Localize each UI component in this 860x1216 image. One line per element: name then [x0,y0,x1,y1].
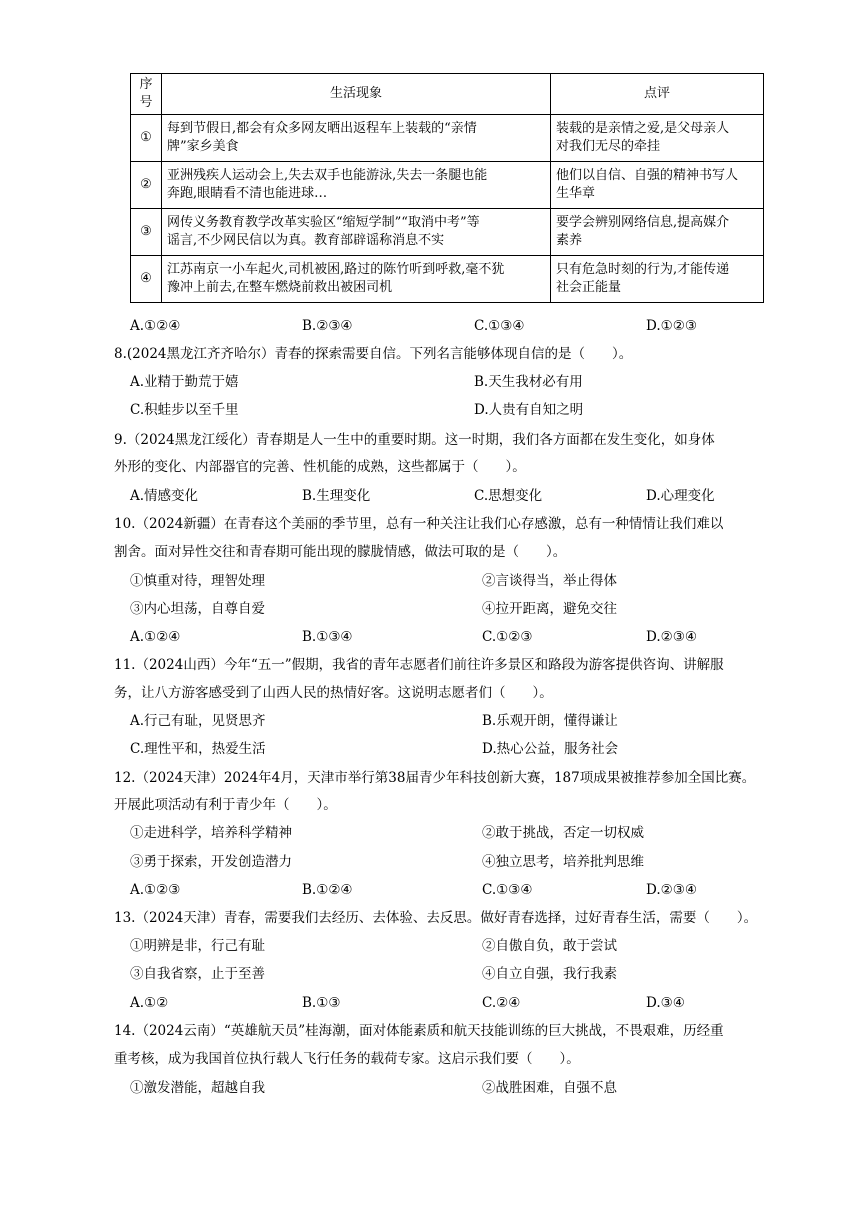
text-line: 要学会辨别网络信息,提高媒介 [556,215,730,230]
text-line: 江苏南京一小车起火,司机被困,路过的陈竹听到呼救,毫不犹 [167,262,505,277]
q13-statement-3: ③自我省察，止于至善 [130,966,265,982]
q13-stem: 13.（2024天津）青春，需要我们去经历、去体验、去反思。做好青春选择，过好青春生活，需要（ ）。 [114,910,758,926]
text-line: 奔跑,眼睛看不清也能进球… [167,186,328,201]
q12-stem-line1: 12.（2024天津）2024年4月，天津市举行第38届青少年科技创新大赛，187项成果被推荐参加全国比赛。 [114,770,756,786]
q10-stem-line1: 10.（2024新疆）在青春这个美丽的季节里，总有一种关注让我们心存感激，总有一种情情让我们难以 [114,516,724,532]
q10-option-a: A.①②④ [130,629,181,645]
row-comment [551,162,764,209]
q13-option-a: A.①② [130,995,169,1011]
text-line: 只有危急时刻的行为,才能传递 [556,262,730,277]
q11-option-c: C.理性平和，热爱生活 [130,741,266,757]
table-row [131,209,764,256]
q8-option-b: B.天生我材必有用 [474,374,583,390]
q10-stem-line2: 割舍。面对异性交往和青春期可能出现的朦胧情感，做法可取的是（ ）。 [114,544,567,560]
q14-statement-1: ①激发潜能，超越自我 [130,1080,265,1096]
text-line: 社会正能量 [556,280,622,295]
q10-statement-3: ③内心坦荡，自尊自爱 [130,601,265,617]
q11-option-b: B.乐观开朗，懂得谦让 [482,713,618,729]
q10-option-d: D.②③④ [646,629,697,645]
col-header-comment: 点评 [551,74,764,115]
q12-statement-2: ②敢于挑战，否定一切权威 [482,825,644,841]
q11-stem-line1: 11.（2024山西）今年“五一”假期，我省的青年志愿者们前往许多景区和路段为游客提供咨询、讲解服 [114,657,724,673]
q9-option-d: D.心理变化 [646,488,715,504]
text-line: 装载的是亲情之爱,是父母亲人 [556,121,730,136]
table-header-row [131,74,764,115]
q10-statement-4: ④拉开距离，避免交往 [482,601,617,617]
q11-option-a: A.行己有耻，见贤思齐 [130,713,266,729]
row-comment [551,115,764,162]
row-num: ③ [131,209,162,256]
q14-statement-2: ②战胜困难，自强不息 [482,1080,617,1096]
text-line: 网传义务教育教学改革实验区“缩短学制”“取消中考”等 [167,215,480,230]
text-line: 对我们无尽的牵挂 [556,139,661,154]
q13-statement-4: ④自立自强，我行我素 [482,966,617,982]
q8-option-d: D.人贵有自知之明 [474,402,584,418]
q12-option-b: B.①②④ [302,882,353,898]
q12-option-a: A.①②③ [130,882,181,898]
text-line: 素养 [556,233,583,248]
text-line: 每到节假日,都会有众多网友晒出返程车上装载的“亲情 [167,121,477,136]
q12-statement-1: ①走进科学，培养科学精神 [130,825,292,841]
text-line: 豫冲上前去,在整车燃烧前救出被困司机 [167,280,393,295]
q10-statement-2: ②言谈得当，举止得体 [482,573,617,589]
q7-option-c: C.①③④ [474,318,525,334]
q9-option-c: C.思想变化 [474,488,543,504]
q11-option-d: D.热心公益，服务社会 [482,741,619,757]
q10-statement-1: ①慎重对待，理智处理 [130,573,265,589]
q14-stem-line1: 14.（2024云南）“英雄航天员”桂海潮，面对体能素质和航天技能训练的巨大挑战，不畏艰难，历经重 [114,1023,724,1039]
q13-option-d: D.③④ [646,995,685,1011]
q13-statement-2: ②自傲自负，敢于尝试 [482,938,617,954]
row-comment [551,256,764,303]
q7-option-a: A.①②④ [130,318,181,334]
q7-option-d: D.①②③ [646,318,697,334]
col-header-phenomenon: 生活现象 [162,74,551,115]
table-row [131,115,764,162]
row-num: ② [131,162,162,209]
q8-stem: 8.(2024黑龙江齐齐哈尔）青春的探索需要自信。下列名言能够体现自信的是（ ）。 [114,346,633,362]
row-phenomenon [162,115,551,162]
q12-option-c: C.①③④ [482,882,533,898]
row-phenomenon [162,256,551,303]
q12-stem-line2: 开展此项活动有利于青少年（ ）。 [114,797,337,813]
q8-option-a: A.业精于勤荒于嬉 [130,374,239,390]
q12-statement-3: ③勇于探索，开发创造潜力 [130,854,292,870]
text-line: 牌”家乡美食 [167,139,239,154]
text-line: 谣言,不少网民信以为真。教育部辟谣称消息不实 [167,233,445,248]
text-line: 生华章 [556,186,596,201]
q9-option-b: B.生理变化 [302,488,371,504]
q13-option-c: C.②④ [482,995,521,1011]
q12-statement-4: ④独立思考，培养批判思维 [482,854,644,870]
row-phenomenon [162,162,551,209]
q10-option-c: C.①②③ [482,629,533,645]
row-phenomenon [162,209,551,256]
row-num: ① [131,115,162,162]
q12-option-d: D.②③④ [646,882,697,898]
table-row [131,162,764,209]
text-line: 他们以自信、自强的精神书写人 [556,168,739,183]
q9-option-a: A.情感变化 [130,488,199,504]
q11-stem-line2: 务，让八方游客感受到了山西人民的热情好客。这说明志愿者们（ ）。 [114,685,553,701]
q9-stem-line1: 9.（2024黑龙江绥化）青春期是人一生中的重要时期。这一时期，我们各方面都在发生变化，如身体 [114,432,715,448]
col-header-num: 序号 [131,74,162,115]
row-comment [551,209,764,256]
text-line: 亚洲残疾人运动会上,失去双手也能游泳,失去一条腿也能 [167,168,488,183]
q10-option-b: B.①③④ [302,629,353,645]
q9-stem-line2: 外形的变化、内部器官的完善、性机能的成熟，这些都属于（ ）。 [114,459,526,475]
row-num: ④ [131,256,162,303]
q13-option-b: B.①③ [302,995,341,1011]
table-row [131,256,764,303]
q14-stem-line2: 重考核，成为我国首位执行载人飞行任务的载荷专家。这启示我们要（ ）。 [114,1051,580,1067]
q13-statement-1: ①明辨是非，行己有耻 [130,938,265,954]
q7-option-b: B.②③④ [302,318,353,334]
phenomena-table [130,73,764,303]
q8-option-c: C.积蛙步以至千里 [130,402,239,418]
